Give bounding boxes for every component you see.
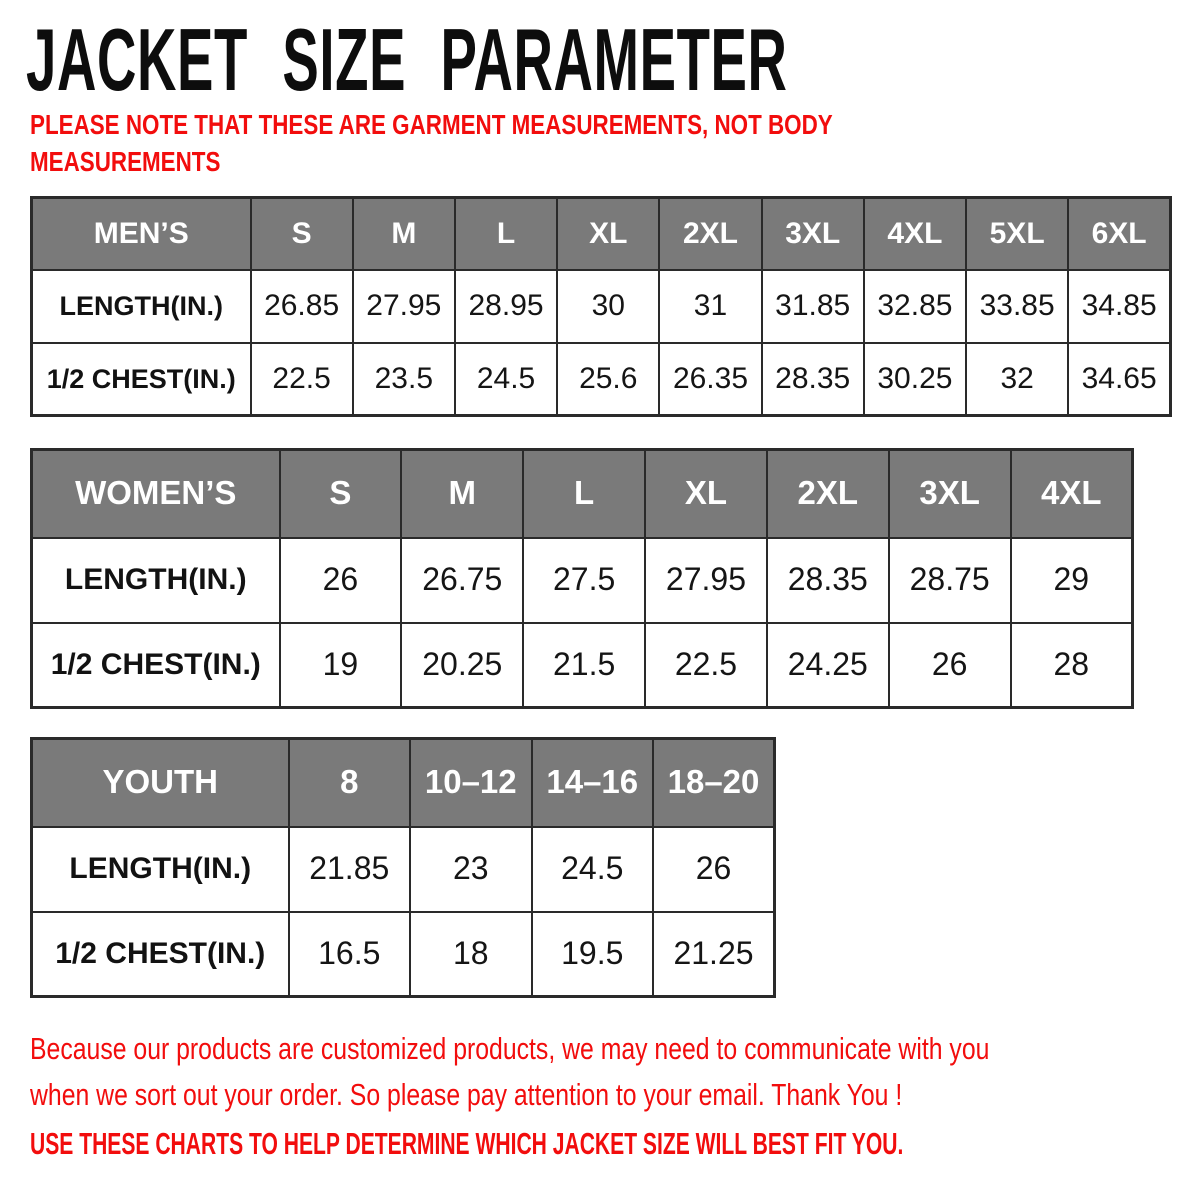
value-cell: 26	[280, 538, 402, 623]
value-cell: 24.5	[532, 827, 654, 912]
value-cell: 23	[410, 827, 532, 912]
mens-table-title-cell: MEN’S	[32, 198, 251, 270]
value-cell: 30	[557, 270, 659, 343]
value-cell: 24.25	[767, 623, 889, 708]
womens-size-header-m: M	[401, 450, 523, 538]
value-cell: 28.35	[762, 343, 864, 416]
customization-notice	[30, 1026, 1200, 1118]
value-cell: 31	[659, 270, 761, 343]
womens-size-header-xl: XL	[645, 450, 767, 538]
disclaimer-line-1: PLEASE NOTE THAT THESE ARE GARMENT MEASUREMENTS, NOT BODY	[30, 109, 833, 140]
row-label: 1/2 CHEST(IN.)	[32, 343, 251, 416]
value-cell: 24.5	[455, 343, 557, 416]
youth-size-table	[30, 737, 776, 998]
mens-length-row	[32, 270, 1171, 343]
youth-length-row	[32, 827, 775, 912]
page-title-text: JACKET SIZE PARAMETER	[26, 10, 788, 109]
mens-size-header-6xl: 6XL	[1068, 198, 1170, 270]
value-cell: 34.65	[1068, 343, 1170, 416]
row-label: 1/2 CHEST(IN.)	[32, 912, 289, 997]
youth-header-row	[32, 739, 775, 827]
youth-chest-row	[32, 912, 775, 997]
womens-size-header-l: L	[523, 450, 645, 538]
customization-notice-line-2: when we sort out your order. So please pay attention to your email. Thank You !	[30, 1077, 903, 1112]
value-cell: 30.25	[864, 343, 966, 416]
mens-size-header-s: S	[251, 198, 353, 270]
customization-notice-line-1: Because our products are customized products, we may need to communicate with you	[30, 1031, 990, 1066]
value-cell: 26	[889, 623, 1011, 708]
value-cell: 22.5	[645, 623, 767, 708]
row-label: 1/2 CHEST(IN.)	[32, 623, 280, 708]
value-cell: 16.5	[289, 912, 411, 997]
value-cell: 33.85	[966, 270, 1068, 343]
disclaimer-line-2: MEASUREMENTS	[30, 146, 221, 177]
value-cell: 28.75	[889, 538, 1011, 623]
womens-length-row	[32, 538, 1133, 623]
womens-size-header-2xl: 2XL	[767, 450, 889, 538]
youth-size-header-18-20: 18–20	[653, 739, 775, 827]
mens-header-row	[32, 198, 1171, 270]
value-cell: 29	[1011, 538, 1133, 623]
mens-size-header-4xl: 4XL	[864, 198, 966, 270]
value-cell: 19	[280, 623, 402, 708]
value-cell: 19.5	[532, 912, 654, 997]
value-cell: 26.35	[659, 343, 761, 416]
womens-size-header-3xl: 3XL	[889, 450, 1011, 538]
youth-size-header-10-12: 10–12	[410, 739, 532, 827]
value-cell: 26.85	[251, 270, 353, 343]
value-cell: 18	[410, 912, 532, 997]
value-cell: 28	[1011, 623, 1133, 708]
value-cell: 21.85	[289, 827, 411, 912]
womens-table-title-cell: WOMEN’S	[32, 450, 280, 538]
mens-size-header-l: L	[455, 198, 557, 270]
youth-table-title-cell: YOUTH	[32, 739, 289, 827]
row-label: LENGTH(IN.)	[32, 538, 280, 623]
youth-size-header-8: 8	[289, 739, 411, 827]
mens-size-header-3xl: 3XL	[762, 198, 864, 270]
womens-size-table	[30, 448, 1134, 709]
value-cell: 23.5	[353, 343, 455, 416]
value-cell: 28.95	[455, 270, 557, 343]
value-cell: 34.85	[1068, 270, 1170, 343]
row-label: LENGTH(IN.)	[32, 270, 251, 343]
value-cell: 22.5	[251, 343, 353, 416]
value-cell: 28.35	[767, 538, 889, 623]
measurement-disclaimer	[30, 106, 1033, 180]
value-cell: 27.5	[523, 538, 645, 623]
value-cell: 27.95	[645, 538, 767, 623]
value-cell: 25.6	[557, 343, 659, 416]
value-cell: 32	[966, 343, 1068, 416]
value-cell: 26.75	[401, 538, 523, 623]
womens-chest-row	[32, 623, 1133, 708]
mens-size-header-m: M	[353, 198, 455, 270]
mens-chest-row	[32, 343, 1171, 416]
womens-size-header-4xl: 4XL	[1011, 450, 1133, 538]
value-cell: 20.25	[401, 623, 523, 708]
mens-size-header-5xl: 5XL	[966, 198, 1068, 270]
usage-note-text: USE THESE CHARTS TO HELP DETERMINE WHICH JACKET SIZE WILL BEST FIT YOU.	[30, 1126, 904, 1161]
value-cell: 31.85	[762, 270, 864, 343]
mens-size-header-2xl: 2XL	[659, 198, 761, 270]
value-cell: 32.85	[864, 270, 966, 343]
womens-header-row	[32, 450, 1133, 538]
value-cell: 26	[653, 827, 775, 912]
womens-size-header-s: S	[280, 450, 402, 538]
value-cell: 27.95	[353, 270, 455, 343]
mens-size-header-xl: XL	[557, 198, 659, 270]
mens-size-table	[30, 196, 1172, 417]
youth-size-header-14-16: 14–16	[532, 739, 654, 827]
value-cell: 21.25	[653, 912, 775, 997]
value-cell: 21.5	[523, 623, 645, 708]
row-label: LENGTH(IN.)	[32, 827, 289, 912]
usage-note	[30, 1124, 1200, 1164]
page-title	[26, 10, 1200, 109]
